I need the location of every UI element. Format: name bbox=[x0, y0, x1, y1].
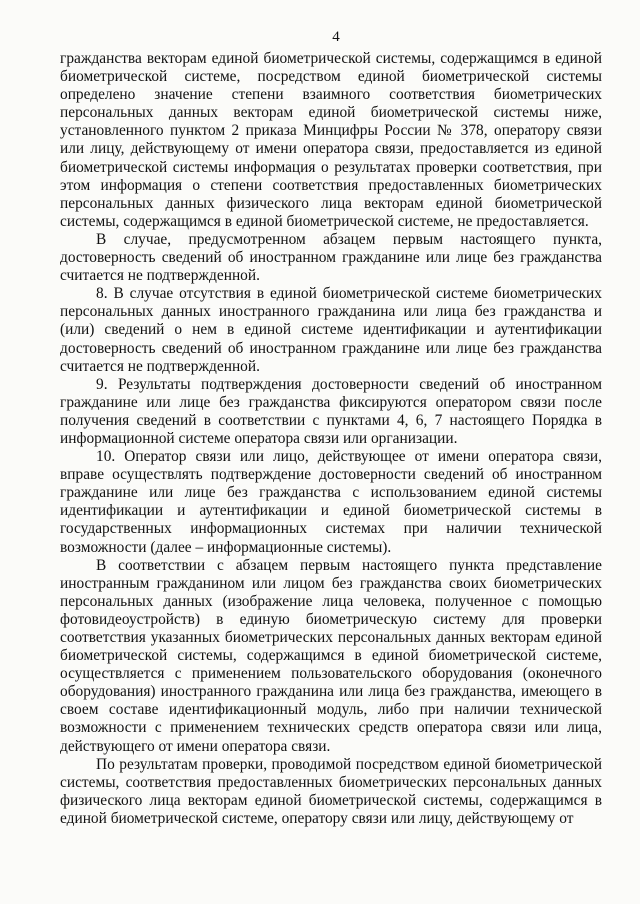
page-number: 4 bbox=[332, 29, 340, 45]
paragraph-case-not-confirmed: В случае, предусмотренном абзацем первым настоящего пункта, достоверность сведений об иностранном гражданине или лице без гражданства считается не подтвержденной. bbox=[60, 230, 602, 285]
paragraph-continuation: гражданства векторам единой биометрической системы, содержащимся в единой биометрической системе, посредством единой биометрической системы определено значение степени взаимного соответствия биометрических персональных данных векторам единой биометрической системы ниже, установленного пунктом 2 приказа Минцифры России № 378, оператору связи или лицу, действующему от имени оператора связи, предоставляется из единой биометрической системы информация о результатах проверки соответствия, при этом информация о степени соответствия предоставленных биометрических персональных данных физического лица векторам единой биометрической системы, содержащимся в единой биометрической системе, не предоставляется. bbox=[60, 50, 602, 230]
paragraph-item-10-submission: В соответствии с абзацем первым настоящего пункта представление иностранным гражданином или лицом без гражданства своих биометрических персональных данных (изображение лица человека, полученное с помощью фотовидеоустройств) в единую биометрическую систему для проверки соответствия указанных биометрических персональных данных векторам единой биометрической системы, содержащимся в единой биометрической системе, осуществляется с применением пользовательского оборудования (оконечного оборудования) иностранного гражданина или лица без гражданства, имеющего в своем составе идентификационный модуль, либо при наличии технической возможности с применением технических средств оператора связи или лица, действующего от имени оператора связи. bbox=[60, 556, 602, 755]
paragraph-item-10-results: По результатам проверки, проводимой посредством единой биометрической системы, соответствия предоставленных биометрических персональных данных физического лица векторам единой биометрической системы, содержащимся в единой биометрической системе, оператору связи или лицу, действующему от bbox=[60, 755, 602, 827]
paragraph-item-8: 8. В случае отсутствия в единой биометрической системе биометрических персональных данных иностранного гражданина или лица без гражданства и (или) сведений о нем в единой системе идентификации и аутентификации достоверность сведений об иностранном гражданине или лице без гражданства считается не подтвержденной. bbox=[60, 285, 602, 375]
paragraph-item-9: 9. Результаты подтверждения достоверности сведений об иностранном гражданине или лице без гражданства фиксируются оператором связи после получения сведений в соответствии с пунктами 4, 6, 7 настоящего Порядка в информационной системе оператора связи или организации. bbox=[60, 375, 602, 447]
paragraph-item-10: 10. Оператор связи или лицо, действующее от имени оператора связи, вправе осуществлять подтверждение достоверности сведений об иностранном гражданине или лице без гражданства с использованием единой системы идентификации и аутентификации и единой биометрической системы в государственных информационных системах при наличии технической возможности (далее – информационные системы). bbox=[60, 448, 602, 556]
